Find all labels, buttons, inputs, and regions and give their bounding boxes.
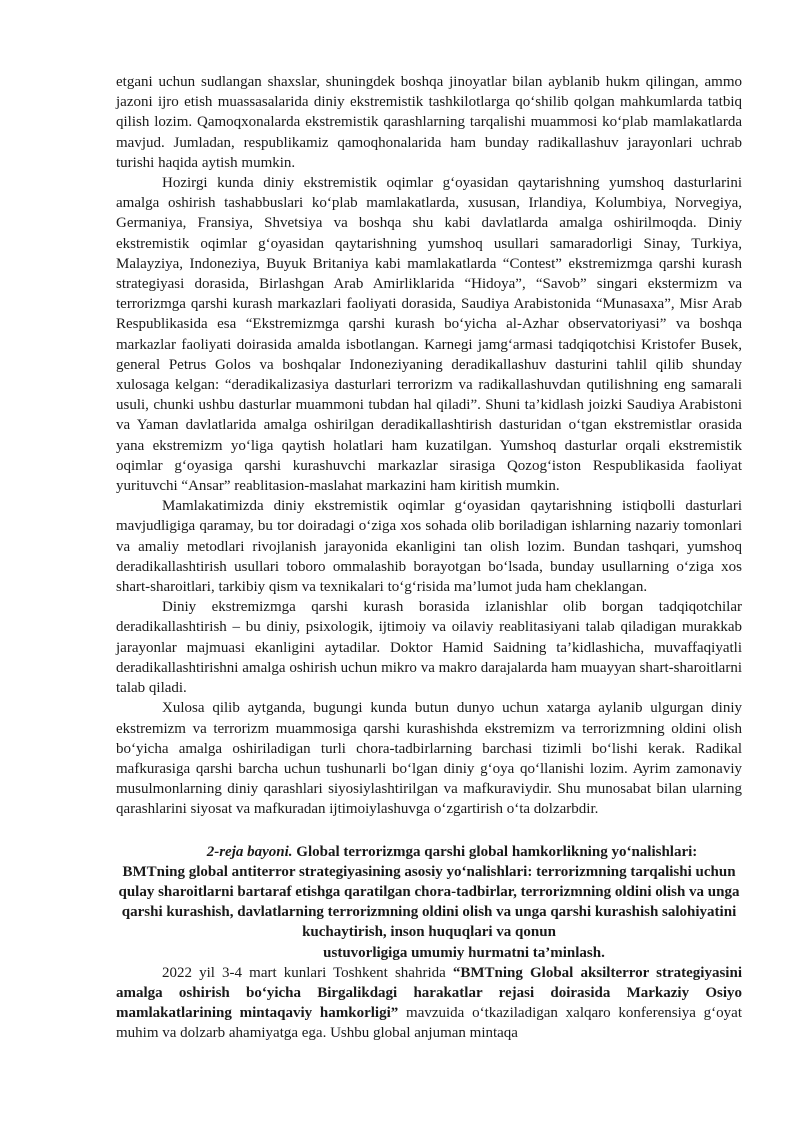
closing-rest: mavzuida o‘tkaziladigan xalqaro konferensiya g‘oyat muhim va dolzarb ahamiyatga ega. Ushbu global anjuman mintaqa	[116, 1005, 742, 1042]
section-heading	[116, 842, 742, 963]
closing-paragraph	[116, 963, 742, 1044]
section-gap	[116, 820, 742, 842]
heading-middle: BMTning global antiterror strategiyasining asosiy yo‘nalishlari: terrorizmning tarqalishi uchun qulay sharoitlarni bartaraf etishga qaratilgan chora-tadbirlar, terrorizmning oldini olish va unga qarshi kurashish, davlatlarning terrorizmning oldini olish va unga qarshi kurashish salohiyatini kuchaytirish, inson huquqlari va qonun	[118, 863, 740, 941]
heading-lead: 2-reja bayoni.	[206, 843, 293, 860]
heading-last-line: ustuvorligiga umumiy hurmatni ta’minlash.	[323, 944, 605, 961]
paragraph-5: Xulosa qilib aytganda, bugungi kunda butun dunyo uchun xatarga aylanib ulgurgan diniy ekstremizm va terrorizm muammosiga qarshi kurashishda ekstremizm va terrorizmning oldini olish bo‘yicha amalga oshiriladigan turli chora-tadbirlarning barchasi tizimli bo‘lishi kerak. Radikal mafkurasiga qarshi barcha uchun tushunarli bo‘lgan diniy g‘oya qo‘llanishi lozim. Ayrim zamonaviy musulmonlarning diniy qarashlari siyosiylashtirilgan va mafkuraviydir. Shu munosabat bilan ularning qarashlarini siyosat va mafkuradan ijtimoiylashuvga o‘zgartirish o‘ta dolzarbdir.	[116, 700, 742, 818]
heading-line1-text: Global terrorizmga qarshi global hamkorlikning yo‘nalishlari:	[292, 843, 698, 860]
heading-first-line	[116, 842, 742, 862]
paragraph-4: Diniy ekstremizmga qarshi kurash borasida izlanishlar olib borgan tadqiqotchilar deradikallashtirish – bu diniy, psixologik, ijtimoiy va oilaviy reablitasiyani talab qiladigan murakkab jarayonlar majmuasi ekanligini aytadilar. Doktor Hamid Saidning ta’kidlashicha, muvaffaqiyatli deradikallashtirishni amalga oshirish uchun mikro va makro darajalarda ham muayyan shart-sharoitlarni talab qiladi.	[116, 599, 742, 697]
paragraph-2: Hozirgi kunda diniy ekstremistik oqimlar g‘oyasidan qaytarishning yumshoq dasturlarini amalga oshirish tashabbuslari ko‘plab mamlakatlarda, xususan, Irlandiya, Kolumbiya, Norvegiya, Germaniya, Fransiya, Shvetsiya va boshqa shu kabi davlatlarda amalga oshirilmoqda. Diniy ekstremistik oqimlar g‘oyasidan qaytarishning yumshoq usullari samaradorligi Sinay, Turkiya, Malayziya, Indoneziya, Buyuk Britaniya kabi mamlakatlarda “Contest” ekstremizmga qarshi kurash strategiyasi dorasida, Birlashgan Arab Amirliklarida “Hidoya”, “Savob” singari ekstermizm va terrorizmga qarshi kurash markazlari faoliyati dorasida, Saudiya Arabistonida “Munasaxa”, Misr Arab Respublikasida esa “Ekstremizmga qarshi kurash bo‘yicha al-Azhar observatoriyasi” va boshqa markazlar faoliyati doirasida amalda isbotlangan. Karnegi jamg‘armasi tadqiqotchisi Kristofer Busek, general Petrus Golos va boshqalar Indoneziyaning deradikallashuv dasturini tahlil qilib shunday xulosaga kelgan: “deradikalizasiya dasturlari terrorizm va radikallashuvdan qutilishning eng samarali usuli, chunki ushbu dasturlar muammoni tubdan hal qiladi”. Shuni ta’kidlash joizki Saudiya Arabistoni va Yaman davlatlarida amalga oshirilgan deradikallashtirish dasturidan o‘tgan ekstremistlar orasida yana ekstremizm yo‘liga qaytish holatlari ham kuzatilgan. Yumshoq dasturlar orqali ekstremistik oqimlar g‘oyasiga qarshi kurashuvchi markazlar sirasiga Qozog‘iston Respublikasida faoliyat yurituvchi “Ansar” reablitasion-maslahat markazini ham kiritish mumkin.	[116, 175, 742, 495]
closing-intro: 2022 yil 3-4 mart kunlari Toshkent shahrida	[162, 964, 453, 981]
paragraph-3: Mamlakatimizda diniy ekstremistik oqimlar g‘oyasidan qaytarishning istiqbolli dasturlari mavjudligiga qaramay, bu tor doiradagi o‘ziga xos sohada olib boriladigan ishlarning nazariy tomonlari va amaliy metodlari rivojlanish jarayonida ekanligini tan olish lozim. Bundan tashqari, yumshoq deradikallashtirish usullari toboro ommalashib borayotgan bo‘lsada, bunday usullarning o‘ziga xos shart-sharoitlari, tarkibiy qism va texnikalari to‘g‘risida ma’lumot juda ham cheklangan.	[116, 498, 742, 596]
document-page	[116, 72, 742, 1044]
paragraph-1: etgani uchun sudlangan shaxslar, shuningdek boshqa jinoyatlar bilan ayblanib hukm qilingan, ammo jazoni ijro etish muassasalarida diniy ekstremistik tashkilotlarga qo‘shilib qolgan mahkumlarda tatbiq qilish lozim. Qamoqxonalarda ekstremistik qarashlarning tarqalishi muammosi ko‘plab mamlakatlarda mavjud. Jumladan, respublikamiz qamoqhonalarida ham bunday radikallashuv jarayonlari uchrab turishi haqida aytish mumkin.	[116, 74, 742, 171]
conference-title: “BMTning Global aksilterror strategiyasini amalga oshirish bo‘yicha Birgalikdagi harakatlar rejasi doirasida Markaziy Osiyo mamlakatlarining mintaqaviy hamkorligi”	[116, 964, 742, 1022]
